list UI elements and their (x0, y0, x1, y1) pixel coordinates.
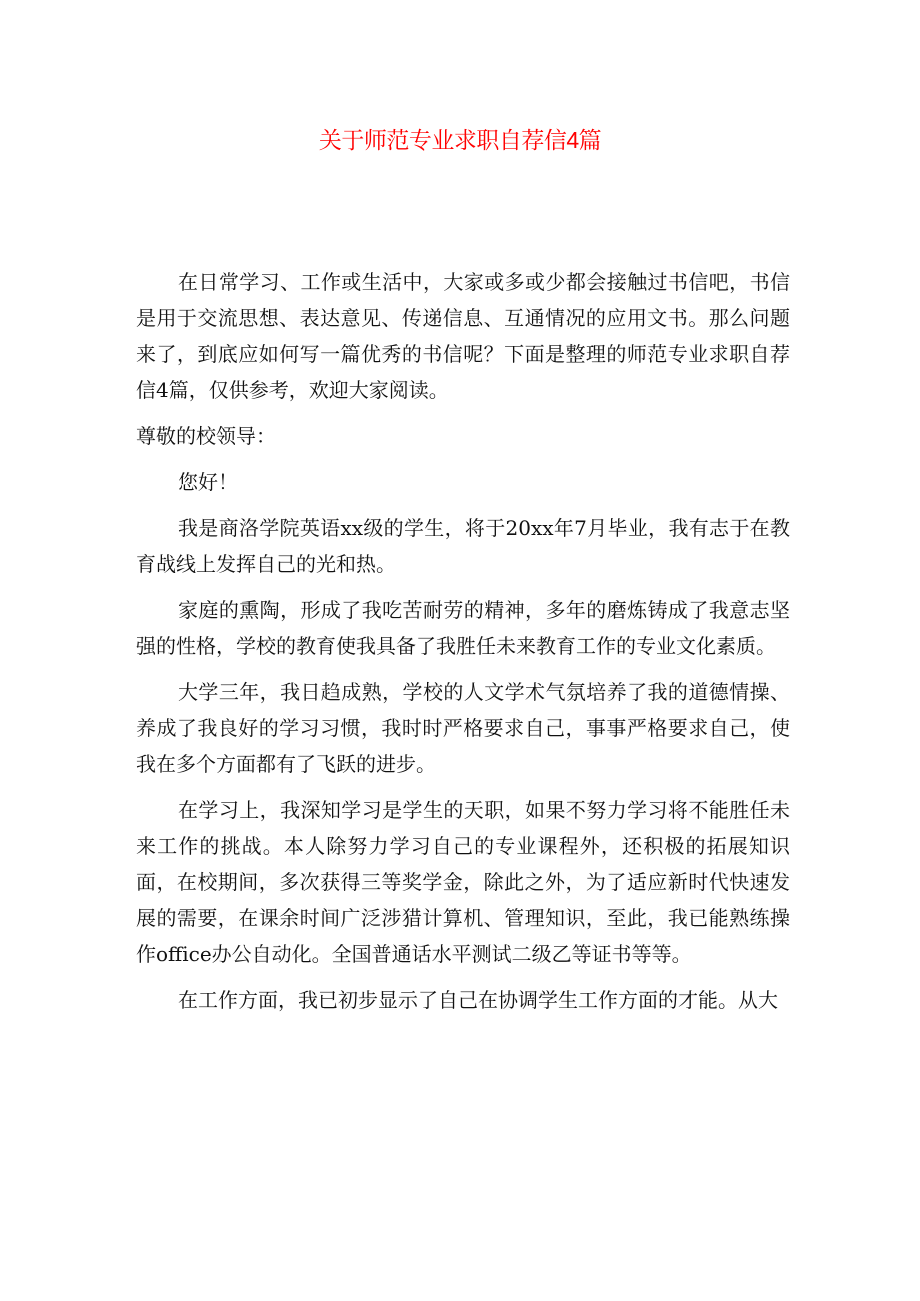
salutation: 尊敬的校领导： (136, 424, 276, 448)
intro-paragraph: 在日常学习、工作或生活中，大家或多或少都会接触过书信吧，书信是用于交流思想、表达意见、传递信息、互通情况的应用文书。那么问题来了，到底应如何写一篇优秀的书信呢？下面是整理的师范专业求职自荐信4篇，仅供参考，欢迎大家阅读。 (136, 270, 790, 402)
document-body (136, 264, 790, 1028)
body-paragraph: 家庭的熏陶，形成了我吃苦耐劳的精神，多年的磨炼铸成了我意志坚强的性格，学校的教育使我具备了我胜任未来教育工作的专业文化素质。 (136, 598, 790, 658)
body-paragraph: 大学三年，我日趋成熟，学校的人文学术气氛培养了我的道德情操、养成了我良好的学习习惯，我时时严格要求自己，事事严格要求自己，使我在多个方面都有了飞跃的进步。 (136, 680, 790, 776)
body-paragraph: 在学习上，我深知学习是学生的天职，如果不努力学习将不能胜任未来工作的挑战。本人除努力学习自己的专业课程外，还积极的拓展知识面，在校期间，多次获得三等奖学金，除此之外，为了适应新时代快速发展的需要，在课余时间广泛涉猎计算机、管理知识，至此，我已能熟练操作office办公自动化。全国普通话水平测试二级乙等证书等等。 (136, 798, 790, 966)
greeting: 您好！ (178, 470, 238, 494)
document-title: 关于师范专业求职自荐信4篇 (318, 127, 602, 153)
body-paragraph: 我是商洛学院英语xx级的学生，将于20xx年7月毕业，我有志于在教育战线上发挥自己的光和热。 (136, 516, 790, 576)
body-paragraph: 在工作方面，我已初步显示了自己在协调学生工作方面的才能。从大 (178, 988, 778, 1012)
